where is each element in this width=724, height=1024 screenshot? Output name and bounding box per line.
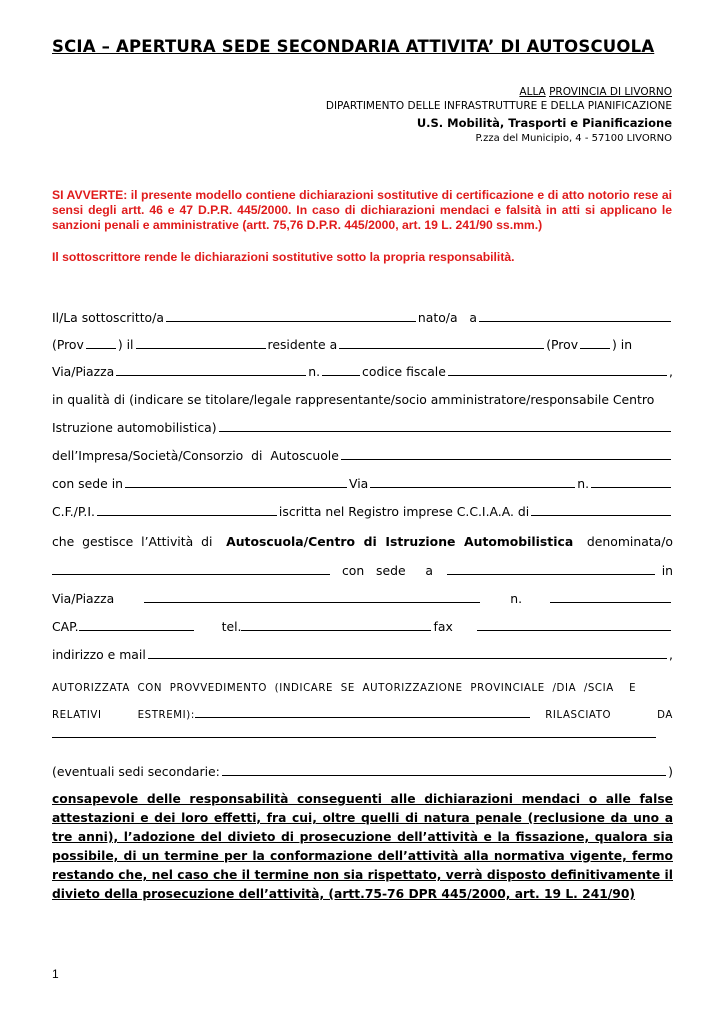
field-fax[interactable] — [477, 630, 671, 631]
label-via-piazza: Via/Piazza — [52, 364, 115, 379]
field-qualita[interactable] — [219, 431, 671, 432]
label-sottoscritto: Il/La sottoscritto/a — [52, 310, 164, 325]
row-relativi — [52, 710, 673, 721]
field-via2[interactable] — [144, 602, 480, 603]
label-sede-in: con sede in — [52, 476, 123, 491]
field-civico[interactable] — [322, 375, 360, 376]
label-estremi: ESTREMI): — [137, 710, 195, 721]
row-denominazione — [52, 563, 673, 578]
label-cap: CAP. — [52, 619, 79, 634]
field-civico2[interactable] — [550, 602, 671, 603]
row-cap — [52, 619, 673, 634]
row-sede — [52, 476, 673, 491]
label-autorizzata: AUTORIZZATA CON PROVVEDIMENTO (INDICARE SE AUTORIZZAZIONE PROVINCIALE /DIA /SCIA E — [52, 683, 637, 694]
row-impresa — [52, 448, 673, 463]
label-tel: tel. — [221, 619, 242, 634]
label-n3: n. — [510, 591, 523, 606]
field-estremi[interactable] — [195, 717, 530, 718]
field-data-nascita[interactable] — [136, 348, 266, 349]
row-email — [52, 647, 673, 662]
page-number: 1 — [52, 967, 59, 981]
label-comma: , — [669, 364, 673, 379]
label-eventuali: (eventuali sedi secondarie: — [52, 764, 220, 779]
label-impresa: dell’Impresa/Società/Consorzio di Autoscuole — [52, 448, 339, 463]
label-istruzione: Istruzione automobilistica) — [52, 420, 217, 435]
row-qualita — [52, 392, 673, 407]
field-prov-nascita[interactable] — [86, 348, 116, 349]
consapevole-paragraph: consapevole delle responsabilità conseguenti alle dichiarazioni mendaci o alle false attestazioni e dei loro effetti, fra cui, oltre quelli di natura penale (reclusione da uno a tre anni), l’adozione del divieto di prosecuzione dell’attività e la fissazione, qualora sia possibile, di un termine per la conformazione dell’attività alla normativa vigente, fermo restando che, nel caso che il termine non sia rispettato, verrà disposto definitivamente il divieto della prosecuzione dell’attività, (artt.75-76 DPR 445/2000, art. 19 L. 241/90) — [52, 792, 673, 901]
label-gestisce: che gestisce l’Attività di — [52, 534, 213, 549]
field-sede-secondaria[interactable] — [447, 574, 655, 575]
label-email: indirizzo e mail — [52, 647, 146, 662]
field-impresa[interactable] — [341, 459, 671, 460]
row-cf-pi — [52, 504, 673, 519]
field-email[interactable] — [148, 658, 667, 659]
addressee-dipartimento: DIPARTIMENTO DELLE INFRASTRUTTURE E DELLA PIANIFICAZIONE — [325, 100, 672, 112]
row-autorizzata — [52, 683, 673, 694]
label-residente: residente a — [267, 337, 338, 352]
row-eventuali — [52, 764, 673, 779]
label-fax: fax — [433, 619, 453, 634]
label-n: n. — [308, 364, 321, 379]
label-in2: in — [661, 563, 673, 578]
label-cf-pi: C.F./P.I. — [52, 504, 95, 519]
row-istruzione — [52, 420, 673, 435]
field-codice-fiscale[interactable] — [448, 375, 667, 376]
label-denominata: denominata/o — [586, 534, 673, 549]
label-in: ) in — [612, 337, 633, 352]
addressee-provincia-name: PROVINCIA DI LIVORNO — [549, 86, 672, 98]
label-n2: n. — [577, 476, 590, 491]
field-residenza[interactable] — [339, 348, 544, 349]
field-cap[interactable] — [79, 630, 194, 631]
label-prov2: (Prov — [546, 337, 579, 352]
row-indirizzo — [52, 364, 673, 379]
label-email-end: , — [669, 647, 673, 662]
field-tel[interactable] — [241, 630, 431, 631]
document-title: SCIA – APERTURA SEDE SECONDARIA ATTIVITA’ DI AUTOSCUOLA — [52, 37, 655, 56]
field-sede-via[interactable] — [370, 487, 575, 488]
label-codice-fiscale: codice fiscale — [362, 364, 446, 379]
label-il: ) il — [117, 337, 134, 352]
addressee-ufficio: U.S. Mobilità, Trasporti e Pianificazione — [416, 116, 672, 130]
row-gestisce — [52, 534, 673, 549]
field-via[interactable] — [116, 375, 306, 376]
addressee-provincia — [519, 86, 672, 98]
row-residenza — [52, 337, 673, 352]
label-autoscuola: Autoscuola/Centro di Istruzione Automobilistica — [226, 534, 574, 549]
warning-paragraph: SI AVVERTE: il presente modello contiene dichiarazioni sostitutive di certificazione e di atto notorio rese ai sensi degli artt. 46 e 47 D.P.R. 445/2000. In caso di dichiarazioni mendaci e falsità in atti si applicano le sanzioni penali e amministrative (artt. 75,76 D.P.R. 445/2000, art. 19 L. 241/90 ss.mm.) — [52, 188, 672, 232]
row-via-piazza2 — [52, 591, 673, 606]
field-nome[interactable] — [166, 321, 416, 322]
field-cf-pi[interactable] — [97, 515, 277, 516]
field-sedi-secondarie[interactable] — [222, 775, 666, 776]
label-prov: (Prov — [52, 337, 84, 352]
label-con-sede: con sede a — [342, 563, 433, 578]
addressee-indirizzo: P.zza del Municipio, 4 - 57100 LIVORNO — [475, 133, 672, 144]
field-sede-comune[interactable] — [125, 487, 347, 488]
label-nato: nato/a a — [417, 310, 477, 325]
label-relativi: RELATIVI — [52, 710, 102, 721]
addressee-alla: ALLA — [519, 86, 546, 98]
field-luogo-nascita[interactable] — [479, 321, 671, 322]
field-rilasciato-da[interactable] — [52, 737, 656, 738]
field-denominazione[interactable] — [52, 574, 330, 575]
field-sede-civico[interactable] — [591, 487, 671, 488]
label-close-paren: ) — [668, 764, 673, 779]
label-iscritta: iscritta nel Registro imprese C.C.I.A.A. di — [278, 504, 530, 519]
label-via-piazza2: Via/Piazza — [52, 591, 115, 606]
field-cciaa[interactable] — [531, 515, 671, 516]
field-prov-residenza[interactable] — [580, 348, 610, 349]
label-rilasciato: RILASCIATO — [545, 710, 612, 721]
row-rilasciato-da — [52, 737, 673, 741]
label-via: Via — [349, 476, 369, 491]
row-sottoscritto — [52, 310, 673, 325]
label-qualita: in qualità di (indicare se titolare/legale rappresentante/socio amministratore/responsabile Centro — [52, 392, 655, 407]
label-da: DA — [657, 710, 673, 721]
responsibility-statement: Il sottoscrittore rende le dichiarazioni sostitutive sotto la propria responsabilità. — [52, 250, 515, 264]
